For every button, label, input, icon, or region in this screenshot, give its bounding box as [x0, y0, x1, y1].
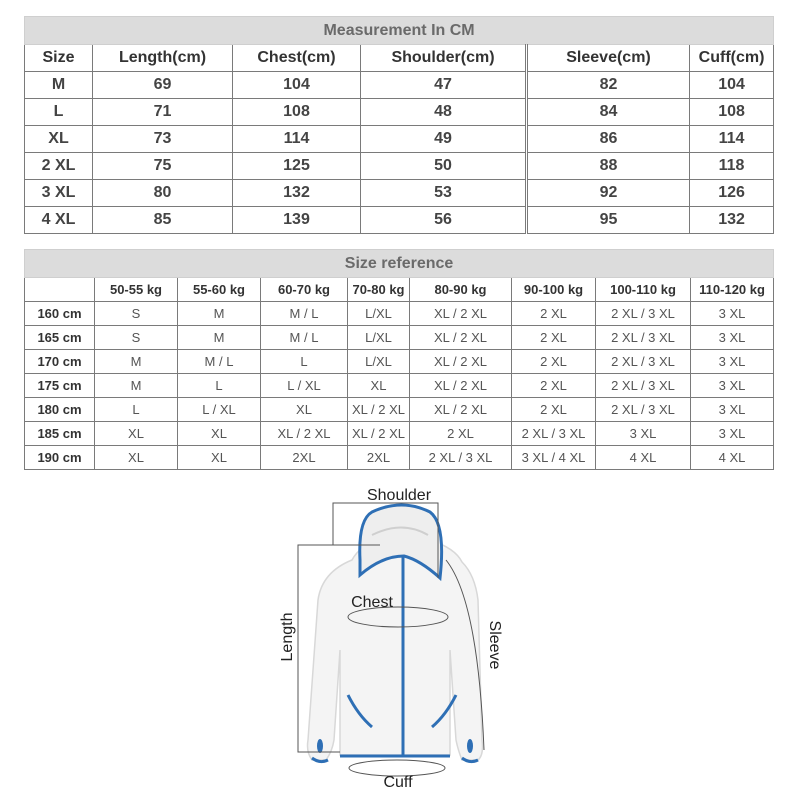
size-cell: L	[25, 99, 93, 126]
cuff-label: Cuff	[383, 774, 413, 791]
measurement-row	[25, 180, 774, 207]
size-suggestion-cell: 3 XL	[691, 350, 774, 374]
size-suggestion-cell: XL	[348, 374, 410, 398]
measurement-cell: 80	[93, 180, 233, 207]
size-suggestion-cell: 2 XL	[512, 350, 596, 374]
size-suggestion-cell: M	[178, 302, 261, 326]
size-suggestion-cell: 4 XL	[691, 446, 774, 470]
size-suggestion-cell: XL	[95, 446, 178, 470]
measurement-cell: 47	[361, 72, 527, 99]
measurement-cell: 75	[93, 153, 233, 180]
size-suggestion-cell: L/XL	[348, 326, 410, 350]
measurement-cell: 50	[361, 153, 527, 180]
column-header: 100-110 kg	[596, 278, 691, 302]
measurement-table	[24, 16, 774, 234]
measurement-cell: 139	[233, 207, 361, 234]
size-suggestion-cell: XL	[178, 446, 261, 470]
size-suggestion-cell: 2 XL / 3 XL	[596, 302, 691, 326]
measurement-cell: 108	[690, 99, 774, 126]
size-suggestion-cell: 2 XL	[410, 422, 512, 446]
size-reference-title: Size reference	[25, 250, 774, 278]
size-suggestion-cell: 3 XL	[691, 302, 774, 326]
measurement-row	[25, 99, 774, 126]
size-suggestion-cell: 2 XL / 3 XL	[596, 326, 691, 350]
size-suggestion-cell: 2 XL	[512, 398, 596, 422]
size-suggestion-cell: S	[95, 302, 178, 326]
size-suggestion-cell: XL / 2 XL	[410, 326, 512, 350]
size-suggestion-cell: L/XL	[348, 302, 410, 326]
size-suggestion-cell: XL	[178, 422, 261, 446]
size-suggestion-cell: XL	[261, 398, 348, 422]
measurement-cell: 84	[527, 99, 690, 126]
reference-row	[25, 446, 774, 470]
size-suggestion-cell: 3 XL	[596, 422, 691, 446]
column-header: 90-100 kg	[512, 278, 596, 302]
size-suggestion-cell: M	[178, 326, 261, 350]
size-suggestion-cell: 2 XL / 3 XL	[596, 350, 691, 374]
measurement-cell: 95	[527, 207, 690, 234]
size-suggestion-cell: L/XL	[348, 350, 410, 374]
height-cell: 170 cm	[25, 350, 95, 374]
size-suggestion-cell: 2XL	[348, 446, 410, 470]
size-cell: XL	[25, 126, 93, 153]
measurement-cell: 92	[527, 180, 690, 207]
measurement-cell: 104	[233, 72, 361, 99]
size-suggestion-cell: L	[95, 398, 178, 422]
measurement-cell: 86	[527, 126, 690, 153]
height-cell: 180 cm	[25, 398, 95, 422]
column-header: Length(cm)	[93, 45, 233, 72]
size-suggestion-cell: XL / 2 XL	[261, 422, 348, 446]
size-suggestion-cell: M	[95, 374, 178, 398]
height-cell: 185 cm	[25, 422, 95, 446]
size-suggestion-cell: M / L	[261, 326, 348, 350]
measurement-cell: 85	[93, 207, 233, 234]
jacket-measurement-diagram	[260, 478, 550, 798]
column-header: Size	[25, 45, 93, 72]
reference-row	[25, 398, 774, 422]
measurement-row	[25, 72, 774, 99]
size-suggestion-cell: M / L	[178, 350, 261, 374]
measurement-cell: 114	[690, 126, 774, 153]
size-suggestion-cell: XL / 2 XL	[348, 422, 410, 446]
shoulder-label: Shoulder	[366, 487, 432, 504]
column-header: Shoulder(cm)	[361, 45, 527, 72]
measurement-cell: 118	[690, 153, 774, 180]
measurement-cell: 53	[361, 180, 527, 207]
measurement-cell: 71	[93, 99, 233, 126]
size-cell: 2 XL	[25, 153, 93, 180]
size-suggestion-cell: XL / 2 XL	[410, 350, 512, 374]
measurement-cell: 108	[233, 99, 361, 126]
measurement-cell: 69	[93, 72, 233, 99]
height-cell: 175 cm	[25, 374, 95, 398]
size-suggestion-cell: XL / 2 XL	[410, 302, 512, 326]
size-suggestion-cell: L	[261, 350, 348, 374]
column-header: 60-70 kg	[261, 278, 348, 302]
reference-row	[25, 422, 774, 446]
measurement-cell: 104	[690, 72, 774, 99]
measurement-cell: 49	[361, 126, 527, 153]
measurement-cell: 48	[361, 99, 527, 126]
column-header: Sleeve(cm)	[527, 45, 690, 72]
measurement-row	[25, 207, 774, 234]
reference-row	[25, 302, 774, 326]
column-header: 55-60 kg	[178, 278, 261, 302]
size-suggestion-cell: XL / 2 XL	[410, 398, 512, 422]
measurement-cell: 126	[690, 180, 774, 207]
size-suggestion-cell: L / XL	[178, 398, 261, 422]
column-header: Cuff(cm)	[690, 45, 774, 72]
size-suggestion-cell: 2 XL	[512, 374, 596, 398]
measurement-cell: 125	[233, 153, 361, 180]
measurement-cell: 82	[527, 72, 690, 99]
measurement-cell: 132	[690, 207, 774, 234]
column-header: 70-80 kg	[348, 278, 410, 302]
size-suggestion-cell: L	[178, 374, 261, 398]
reference-row	[25, 326, 774, 350]
size-suggestion-cell: 2 XL / 3 XL	[410, 446, 512, 470]
size-suggestion-cell: L / XL	[261, 374, 348, 398]
size-reference-table	[24, 249, 774, 470]
size-suggestion-cell: 3 XL	[691, 422, 774, 446]
size-suggestion-cell: 2 XL	[512, 302, 596, 326]
size-suggestion-cell: 4 XL	[596, 446, 691, 470]
column-header: 80-90 kg	[410, 278, 512, 302]
measurement-cell: 56	[361, 207, 527, 234]
column-header: 110-120 kg	[691, 278, 774, 302]
size-suggestion-cell: XL / 2 XL	[348, 398, 410, 422]
height-cell: 190 cm	[25, 446, 95, 470]
length-label: Length	[279, 612, 296, 662]
size-suggestion-cell: 2 XL / 3 XL	[596, 398, 691, 422]
size-suggestion-cell: S	[95, 326, 178, 350]
size-suggestion-cell: 2XL	[261, 446, 348, 470]
size-suggestion-cell: XL / 2 XL	[410, 374, 512, 398]
size-suggestion-cell: 2 XL	[512, 326, 596, 350]
size-suggestion-cell: 3 XL	[691, 326, 774, 350]
column-header: 50-55 kg	[95, 278, 178, 302]
size-suggestion-cell: M / L	[261, 302, 348, 326]
size-cell: M	[25, 72, 93, 99]
sleeve-label: Sleeve	[486, 620, 503, 670]
size-suggestion-cell: 2 XL / 3 XL	[512, 422, 596, 446]
measurement-cell: 114	[233, 126, 361, 153]
measurement-cell: 88	[527, 153, 690, 180]
height-cell: 160 cm	[25, 302, 95, 326]
size-suggestion-cell: 3 XL / 4 XL	[512, 446, 596, 470]
reference-row	[25, 350, 774, 374]
height-cell: 165 cm	[25, 326, 95, 350]
measurement-cell: 73	[93, 126, 233, 153]
size-suggestion-cell: XL	[95, 422, 178, 446]
column-header: Chest(cm)	[233, 45, 361, 72]
size-cell: 3 XL	[25, 180, 93, 207]
size-suggestion-cell: 3 XL	[691, 374, 774, 398]
chest-label: Chest	[351, 594, 393, 611]
size-cell: 4 XL	[25, 207, 93, 234]
size-suggestion-cell: 2 XL / 3 XL	[596, 374, 691, 398]
measurement-row	[25, 153, 774, 180]
reference-header-row	[25, 278, 774, 302]
measurement-cell: 132	[233, 180, 361, 207]
reference-row	[25, 374, 774, 398]
size-suggestion-cell: 3 XL	[691, 398, 774, 422]
measurement-row	[25, 126, 774, 153]
column-header	[25, 278, 95, 302]
size-suggestion-cell: M	[95, 350, 178, 374]
jacket-illustration	[308, 505, 483, 762]
measurement-title: Measurement In CM	[25, 17, 774, 45]
measurement-header-row	[25, 45, 774, 72]
